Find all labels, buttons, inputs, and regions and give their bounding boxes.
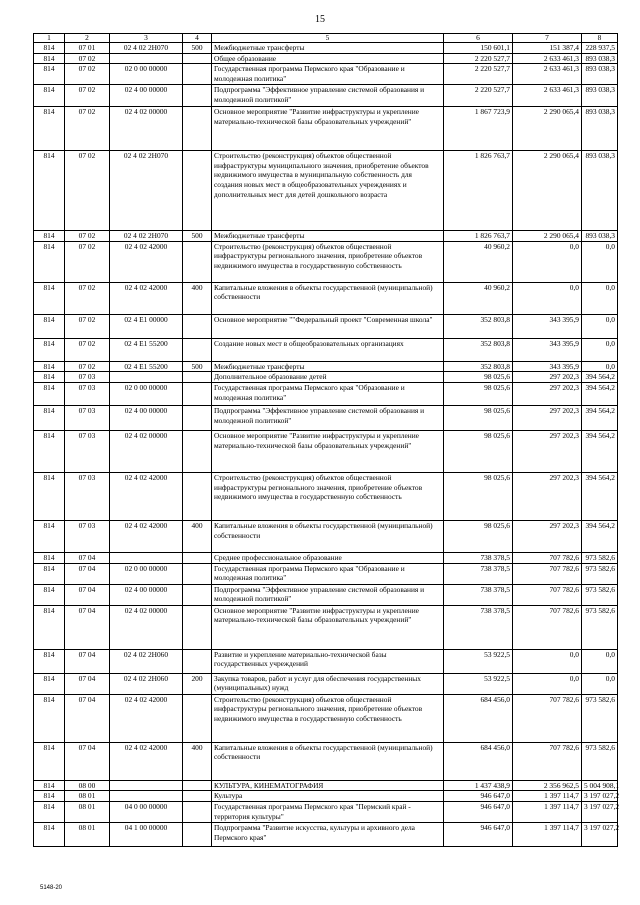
cell-target <box>110 552 183 563</box>
table-row <box>34 64 618 84</box>
cell-amount-6: 40 960,2 <box>444 282 513 314</box>
table-row <box>34 361 618 372</box>
cell-description: Государственная программа Пермского края "Образование и молодежная политика" <box>212 64 444 84</box>
cell-description: Подпрограмма "Эффективное управление системой образования и молодежной политикой" <box>212 84 444 106</box>
cell-section: 07 04 <box>65 742 110 780</box>
cell-target: 02 4 02 42000 <box>110 472 183 520</box>
column-header: 5 <box>212 34 444 43</box>
cell-grbs: 814 <box>34 649 65 673</box>
cell-amount-8: 893 038,3 <box>582 230 618 241</box>
cell-section: 07 03 <box>65 382 110 405</box>
cell-grbs: 814 <box>34 43 65 54</box>
cell-grbs: 814 <box>34 314 65 338</box>
cell-amount-6: 738 378,5 <box>444 552 513 563</box>
cell-target: 02 4 00 00000 <box>110 84 183 106</box>
cell-amount-8: 973 582,6 <box>582 605 618 649</box>
cell-amount-8: 973 582,6 <box>582 563 618 584</box>
cell-description: Подпрограмма "Эффективное управление системой образования и молодежной политикой" <box>212 584 444 605</box>
cell-expense-type <box>183 314 212 338</box>
cell-amount-7: 297 202,3 <box>513 382 582 405</box>
cell-description: Основное мероприятие ""Федеральный проект "Современная школа" <box>212 314 444 338</box>
cell-section: 07 01 <box>65 43 110 54</box>
cell-amount-7: 2 633 461,3 <box>513 53 582 64</box>
cell-amount-8: 3 197 027,2 <box>582 802 618 823</box>
cell-grbs: 814 <box>34 605 65 649</box>
cell-target: 02 4 02 42000 <box>110 282 183 314</box>
cell-description: Межбюджетные трансферты <box>212 230 444 241</box>
cell-description: Капитальные вложения в объекты государственной (муниципальной) собственности <box>212 282 444 314</box>
cell-description: Основное мероприятие "Развитие инфраструктуры и укрепление материально-технической базы образовательных учреждений" <box>212 106 444 150</box>
footer-code: 5148-20 <box>40 885 63 891</box>
table-row <box>34 241 618 282</box>
cell-section: 08 01 <box>65 791 110 802</box>
cell-amount-7: 2 290 065,4 <box>513 230 582 241</box>
cell-target: 02 4 00 00000 <box>110 405 183 430</box>
table-row <box>34 584 618 605</box>
cell-amount-8: 0,0 <box>582 649 618 673</box>
cell-grbs: 814 <box>34 791 65 802</box>
cell-grbs: 814 <box>34 472 65 520</box>
cell-grbs: 814 <box>34 823 65 847</box>
cell-description: Государственная программа Пермского края "Образование и молодежная политика" <box>212 382 444 405</box>
cell-amount-6: 98 025,6 <box>444 372 513 383</box>
cell-amount-6: 352 803,8 <box>444 338 513 361</box>
cell-grbs: 814 <box>34 563 65 584</box>
cell-amount-7: 297 202,3 <box>513 405 582 430</box>
cell-section: 07 02 <box>65 361 110 372</box>
cell-grbs: 814 <box>34 694 65 742</box>
cell-section: 08 00 <box>65 780 110 791</box>
table-row <box>34 430 618 472</box>
cell-amount-8: 394 564,2 <box>582 520 618 552</box>
cell-grbs: 814 <box>34 430 65 472</box>
cell-description: Межбюджетные трансферты <box>212 43 444 54</box>
cell-grbs: 814 <box>34 673 65 694</box>
cell-section: 07 04 <box>65 673 110 694</box>
cell-amount-8: 0,0 <box>582 338 618 361</box>
table-row <box>34 230 618 241</box>
cell-expense-type: 500 <box>183 361 212 372</box>
cell-expense-type <box>183 106 212 150</box>
table-row <box>34 552 618 563</box>
column-header: 8 <box>582 34 618 43</box>
cell-amount-7: 297 202,3 <box>513 520 582 552</box>
cell-amount-8: 228 937,5 <box>582 43 618 54</box>
cell-expense-type: 500 <box>183 43 212 54</box>
cell-target: 02 4 02 00000 <box>110 106 183 150</box>
cell-description: Общее образование <box>212 53 444 64</box>
table-row <box>34 823 618 847</box>
cell-target: 02 4 02 42000 <box>110 520 183 552</box>
cell-expense-type <box>183 64 212 84</box>
table-row <box>34 694 618 742</box>
cell-target: 02 4 E1 00000 <box>110 314 183 338</box>
cell-expense-type <box>183 823 212 847</box>
cell-target: 02 4 E1 55200 <box>110 361 183 372</box>
cell-amount-7: 343 395,9 <box>513 314 582 338</box>
cell-amount-8: 973 582,6 <box>582 552 618 563</box>
cell-amount-7: 297 202,3 <box>513 430 582 472</box>
table-row <box>34 742 618 780</box>
cell-expense-type <box>183 552 212 563</box>
cell-target: 02 4 02 2Н070 <box>110 150 183 230</box>
cell-description: Подпрограмма "Эффективное управление системой образования и молодежной политикой" <box>212 405 444 430</box>
cell-amount-7: 707 782,6 <box>513 694 582 742</box>
table-row <box>34 372 618 383</box>
table-row <box>34 563 618 584</box>
cell-grbs: 814 <box>34 84 65 106</box>
table-row <box>34 150 618 230</box>
cell-expense-type <box>183 605 212 649</box>
table-row <box>34 520 618 552</box>
cell-description: Культура <box>212 791 444 802</box>
cell-section: 07 02 <box>65 314 110 338</box>
cell-amount-8: 0,0 <box>582 361 618 372</box>
cell-grbs: 814 <box>34 802 65 823</box>
cell-amount-7: 297 202,3 <box>513 372 582 383</box>
cell-amount-7: 1 397 114,7 <box>513 791 582 802</box>
cell-amount-8: 3 197 027,2 <box>582 791 618 802</box>
cell-target: 02 4 02 2Н070 <box>110 43 183 54</box>
cell-expense-type <box>183 472 212 520</box>
table-row <box>34 338 618 361</box>
column-header: 4 <box>183 34 212 43</box>
cell-section: 07 02 <box>65 64 110 84</box>
cell-description: Межбюджетные трансферты <box>212 361 444 372</box>
cell-section: 07 02 <box>65 84 110 106</box>
cell-grbs: 814 <box>34 230 65 241</box>
cell-section: 07 03 <box>65 405 110 430</box>
cell-section: 07 04 <box>65 649 110 673</box>
cell-description: Строительство (реконструкция) объектов общественной инфраструктуры регионального значения, приобретение объектов недвижимого имущества в государственную собственность <box>212 241 444 282</box>
cell-grbs: 814 <box>34 382 65 405</box>
cell-amount-7: 707 782,6 <box>513 605 582 649</box>
cell-amount-7: 297 202,3 <box>513 472 582 520</box>
cell-amount-7: 0,0 <box>513 673 582 694</box>
cell-section: 07 04 <box>65 552 110 563</box>
cell-description: Строительство (реконструкция) объектов общественной инфраструктуры регионального значения, приобретение объектов недвижимого имущества в государственную собственность <box>212 472 444 520</box>
cell-expense-type: 400 <box>183 742 212 780</box>
cell-target <box>110 780 183 791</box>
cell-amount-7: 2 290 065,4 <box>513 106 582 150</box>
cell-description: Строительство (реконструкция) объектов общественной инфраструктуры муниципального значения, приобретение объектов недвижимого имущества в муниципальную собственность для создания новых мест в общеобразовательных учреждениях и дополнительных мест для детей дошкольного возраста <box>212 150 444 230</box>
cell-target: 02 4 02 00000 <box>110 605 183 649</box>
table-row <box>34 791 618 802</box>
cell-section: 07 04 <box>65 584 110 605</box>
cell-grbs: 814 <box>34 742 65 780</box>
table-row <box>34 382 618 405</box>
cell-amount-8: 394 564,2 <box>582 430 618 472</box>
cell-amount-8: 973 582,6 <box>582 694 618 742</box>
cell-expense-type: 200 <box>183 673 212 694</box>
cell-expense-type: 500 <box>183 230 212 241</box>
cell-amount-8: 394 564,2 <box>582 472 618 520</box>
cell-grbs: 814 <box>34 150 65 230</box>
cell-expense-type <box>183 84 212 106</box>
cell-amount-7: 707 782,6 <box>513 584 582 605</box>
cell-amount-6: 1 826 763,7 <box>444 150 513 230</box>
cell-amount-6: 2 220 527,7 <box>444 53 513 64</box>
cell-grbs: 814 <box>34 405 65 430</box>
cell-description: Закупка товаров, работ и услуг для обеспечения государственных (муниципальных) нужд <box>212 673 444 694</box>
cell-amount-8: 893 038,3 <box>582 150 618 230</box>
cell-target: 04 0 00 00000 <box>110 802 183 823</box>
table-row <box>34 282 618 314</box>
cell-amount-6: 946 647,0 <box>444 802 513 823</box>
cell-amount-7: 151 387,4 <box>513 43 582 54</box>
cell-amount-7: 2 290 065,4 <box>513 150 582 230</box>
cell-expense-type <box>183 150 212 230</box>
cell-section: 07 02 <box>65 241 110 282</box>
cell-expense-type <box>183 802 212 823</box>
cell-description: Создание новых мест в общеобразовательных организациях <box>212 338 444 361</box>
cell-description: КУЛЬТУРА, КИНЕМАТОГРАФИЯ <box>212 780 444 791</box>
budget-table <box>33 33 618 847</box>
cell-amount-8: 3 197 027,2 <box>582 823 618 847</box>
table-body <box>34 43 618 847</box>
table-row <box>34 43 618 54</box>
cell-amount-7: 707 782,6 <box>513 563 582 584</box>
cell-amount-7: 707 782,6 <box>513 742 582 780</box>
cell-description: Развитие и укрепление материально-технической базы государственных учреждений <box>212 649 444 673</box>
column-header: 1 <box>34 34 65 43</box>
cell-target: 02 0 00 00000 <box>110 563 183 584</box>
cell-target: 02 4 00 00000 <box>110 584 183 605</box>
cell-description: Основное мероприятие "Развитие инфраструктуры и укрепление материально-технической базы образовательных учреждений" <box>212 430 444 472</box>
cell-section: 07 03 <box>65 430 110 472</box>
cell-description: Строительство (реконструкция) объектов общественной инфраструктуры регионального значения, приобретение объектов недвижимого имущества в государственную собственность <box>212 694 444 742</box>
table-row <box>34 472 618 520</box>
cell-amount-6: 1 867 723,9 <box>444 106 513 150</box>
cell-expense-type <box>183 382 212 405</box>
cell-amount-6: 53 922,5 <box>444 649 513 673</box>
cell-amount-6: 738 378,5 <box>444 584 513 605</box>
cell-amount-8: 973 582,6 <box>582 742 618 780</box>
table-row <box>34 605 618 649</box>
table-row <box>34 802 618 823</box>
cell-amount-6: 352 803,8 <box>444 361 513 372</box>
cell-section: 07 03 <box>65 520 110 552</box>
table-row <box>34 405 618 430</box>
cell-expense-type <box>183 649 212 673</box>
cell-grbs: 814 <box>34 552 65 563</box>
cell-target: 02 0 00 00000 <box>110 382 183 405</box>
cell-target: 04 1 00 00000 <box>110 823 183 847</box>
cell-target: 02 4 02 00000 <box>110 430 183 472</box>
cell-expense-type <box>183 338 212 361</box>
cell-section: 07 02 <box>65 106 110 150</box>
cell-section: 07 02 <box>65 230 110 241</box>
cell-amount-6: 98 025,6 <box>444 405 513 430</box>
cell-expense-type <box>183 694 212 742</box>
cell-amount-8: 893 038,3 <box>582 64 618 84</box>
cell-amount-7: 707 782,6 <box>513 552 582 563</box>
cell-target: 02 4 02 2Н060 <box>110 649 183 673</box>
cell-section: 07 02 <box>65 338 110 361</box>
cell-amount-6: 684 456,0 <box>444 694 513 742</box>
cell-description: Основное мероприятие "Развитие инфраструктуры и укрепление материально-технической базы образовательных учреждений" <box>212 605 444 649</box>
cell-target: 02 4 02 42000 <box>110 241 183 282</box>
cell-target: 02 4 02 2Н060 <box>110 673 183 694</box>
header-row <box>34 34 618 43</box>
cell-expense-type <box>183 563 212 584</box>
cell-description: Дополнительное образование детей <box>212 372 444 383</box>
column-header: 7 <box>513 34 582 43</box>
cell-amount-7: 1 397 114,7 <box>513 823 582 847</box>
page-number: 15 <box>315 14 325 25</box>
cell-section: 07 03 <box>65 472 110 520</box>
cell-amount-7: 1 397 114,7 <box>513 802 582 823</box>
cell-amount-6: 946 647,0 <box>444 823 513 847</box>
cell-expense-type <box>183 584 212 605</box>
cell-expense-type <box>183 430 212 472</box>
cell-amount-7: 343 395,9 <box>513 338 582 361</box>
cell-grbs: 814 <box>34 106 65 150</box>
cell-amount-8: 394 564,2 <box>582 382 618 405</box>
cell-grbs: 814 <box>34 520 65 552</box>
column-header: 6 <box>444 34 513 43</box>
cell-description: Капитальные вложения в объекты государственной (муниципальной) собственности <box>212 520 444 552</box>
cell-amount-8: 0,0 <box>582 314 618 338</box>
cell-grbs: 814 <box>34 241 65 282</box>
cell-amount-6: 98 025,6 <box>444 382 513 405</box>
cell-section: 07 04 <box>65 694 110 742</box>
table-row <box>34 84 618 106</box>
cell-amount-7: 2 633 461,3 <box>513 64 582 84</box>
cell-amount-8: 0,0 <box>582 241 618 282</box>
cell-expense-type <box>183 53 212 64</box>
cell-target: 02 4 02 42000 <box>110 742 183 780</box>
cell-grbs: 814 <box>34 780 65 791</box>
cell-amount-7: 2 633 461,3 <box>513 84 582 106</box>
cell-description: Подпрограмма "Развитие искусства, культуры и архивного дела Пермского края" <box>212 823 444 847</box>
cell-target: 02 4 02 2Н070 <box>110 230 183 241</box>
cell-expense-type <box>183 372 212 383</box>
cell-section: 07 02 <box>65 282 110 314</box>
cell-expense-type <box>183 791 212 802</box>
cell-amount-6: 2 220 527,7 <box>444 64 513 84</box>
cell-amount-6: 98 025,6 <box>444 472 513 520</box>
cell-amount-7: 0,0 <box>513 241 582 282</box>
cell-section: 07 02 <box>65 150 110 230</box>
cell-amount-6: 738 378,5 <box>444 563 513 584</box>
cell-amount-8: 893 038,3 <box>582 106 618 150</box>
cell-target <box>110 372 183 383</box>
cell-expense-type <box>183 405 212 430</box>
table-row <box>34 53 618 64</box>
cell-grbs: 814 <box>34 64 65 84</box>
cell-amount-8: 973 582,6 <box>582 584 618 605</box>
cell-grbs: 814 <box>34 53 65 64</box>
cell-amount-6: 352 803,8 <box>444 314 513 338</box>
cell-amount-8: 0,0 <box>582 673 618 694</box>
cell-amount-6: 98 025,6 <box>444 430 513 472</box>
cell-amount-6: 98 025,6 <box>444 520 513 552</box>
cell-amount-8: 394 564,2 <box>582 405 618 430</box>
cell-section: 07 03 <box>65 372 110 383</box>
cell-grbs: 814 <box>34 584 65 605</box>
table-row <box>34 649 618 673</box>
cell-amount-8: 893 038,3 <box>582 84 618 106</box>
cell-section: 07 04 <box>65 605 110 649</box>
cell-amount-8: 5 004 908,1 <box>582 780 618 791</box>
cell-section: 08 01 <box>65 802 110 823</box>
cell-expense-type: 400 <box>183 520 212 552</box>
cell-expense-type: 400 <box>183 282 212 314</box>
cell-amount-7: 0,0 <box>513 649 582 673</box>
cell-target: 02 4 02 42000 <box>110 694 183 742</box>
cell-description: Среднее профессиональное образование <box>212 552 444 563</box>
cell-amount-6: 40 960,2 <box>444 241 513 282</box>
table-row <box>34 314 618 338</box>
cell-amount-6: 946 647,0 <box>444 791 513 802</box>
cell-amount-7: 0,0 <box>513 282 582 314</box>
column-header: 2 <box>65 34 110 43</box>
cell-amount-6: 1 826 763,7 <box>444 230 513 241</box>
cell-target: 02 0 00 00000 <box>110 64 183 84</box>
cell-amount-6: 150 601,1 <box>444 43 513 54</box>
cell-grbs: 814 <box>34 282 65 314</box>
cell-amount-6: 1 437 438,9 <box>444 780 513 791</box>
cell-target: 02 4 E1 55200 <box>110 338 183 361</box>
cell-amount-6: 684 456,0 <box>444 742 513 780</box>
table-row <box>34 673 618 694</box>
cell-grbs: 814 <box>34 361 65 372</box>
cell-section: 08 01 <box>65 823 110 847</box>
cell-amount-7: 2 356 962,5 <box>513 780 582 791</box>
column-header: 3 <box>110 34 183 43</box>
cell-description: Государственная программа Пермского края "Образование и молодежная политика" <box>212 563 444 584</box>
cell-target <box>110 53 183 64</box>
cell-description: Капитальные вложения в объекты государственной (муниципальной) собственности <box>212 742 444 780</box>
cell-amount-8: 0,0 <box>582 282 618 314</box>
cell-expense-type <box>183 241 212 282</box>
table-row <box>34 780 618 791</box>
cell-expense-type <box>183 780 212 791</box>
cell-amount-7: 343 395,9 <box>513 361 582 372</box>
table-row <box>34 106 618 150</box>
cell-description: Государственная программа Пермского края "Пермский край - территория культуры" <box>212 802 444 823</box>
cell-amount-8: 394 564,2 <box>582 372 618 383</box>
cell-section: 07 04 <box>65 563 110 584</box>
cell-amount-8: 893 038,3 <box>582 53 618 64</box>
cell-amount-6: 2 220 527,7 <box>444 84 513 106</box>
cell-amount-6: 53 922,5 <box>444 673 513 694</box>
cell-grbs: 814 <box>34 372 65 383</box>
cell-amount-6: 738 378,5 <box>444 605 513 649</box>
cell-section: 07 02 <box>65 53 110 64</box>
cell-grbs: 814 <box>34 338 65 361</box>
cell-target <box>110 791 183 802</box>
